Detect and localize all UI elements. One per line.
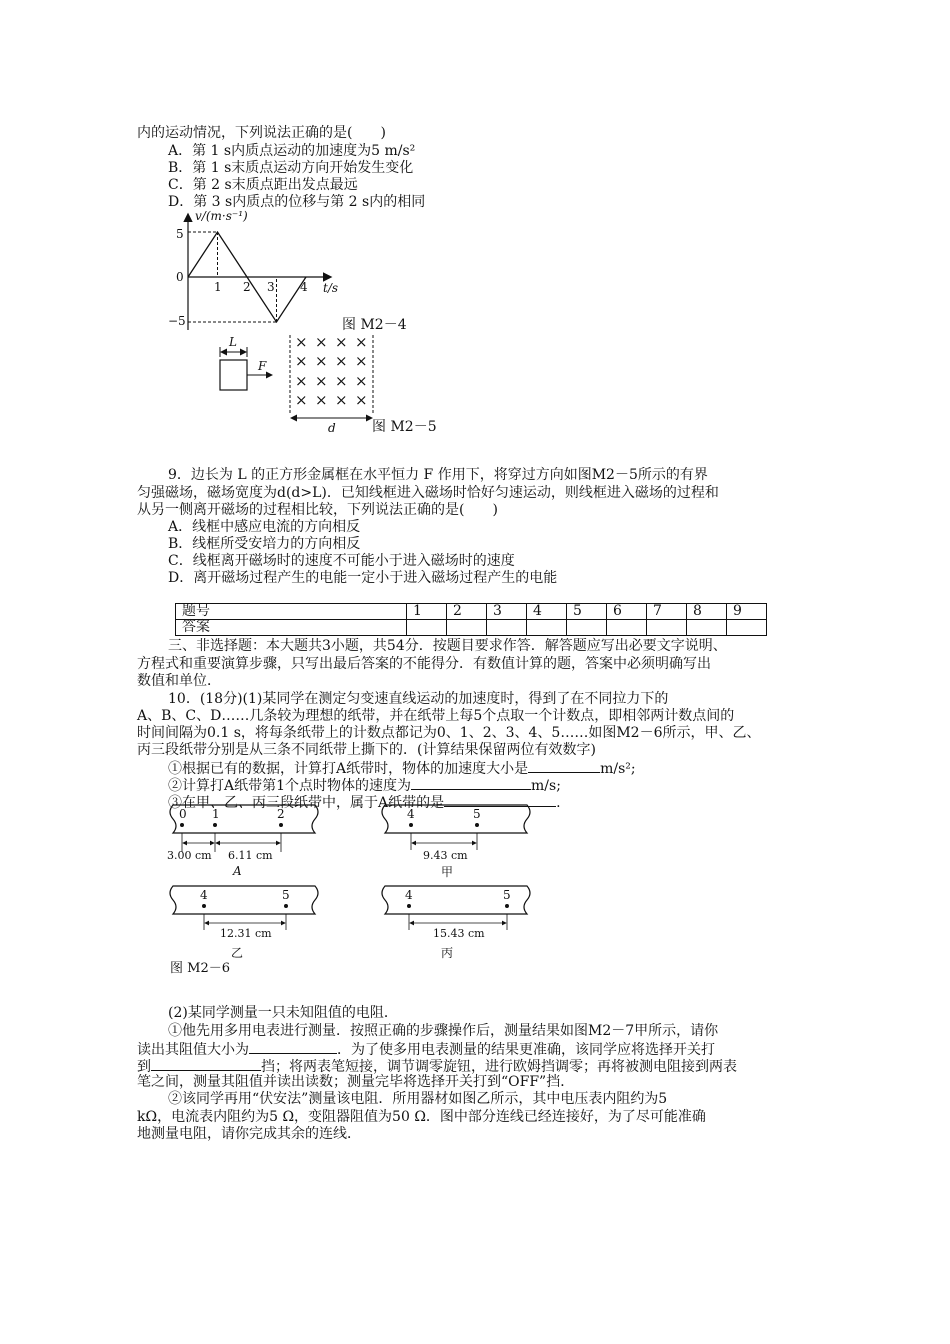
row-label-answer: 答案 [176, 620, 407, 636]
question-number-cell: 4 [527, 604, 567, 620]
tape-a-distance-2: 6.11 cm [228, 849, 273, 862]
label-l: L [229, 335, 237, 349]
q9-option-a: A．线框中感应电流的方向相反 [168, 519, 361, 535]
tape-yi [170, 886, 318, 960]
q9-stem-line2: 匀强磁场，磁场宽度为d(d>L)．已知线框进入磁场时恰好匀速运动，则线框进入磁场的过程和 [137, 485, 719, 501]
velocity-answer-blank[interactable] [411, 775, 531, 790]
q8-option-b: B．第 1 s末质点运动方向开始发生变化 [168, 160, 414, 176]
x-axis-label: t/s [323, 281, 339, 295]
row-label-question-number: 题号 [176, 604, 407, 620]
table-row [176, 604, 767, 620]
field-x-mark: × [335, 372, 348, 390]
question-number-cell: 6 [607, 604, 647, 620]
field-x-mark: × [355, 372, 368, 390]
q10-line2: A、B、C、D……几条较为理想的纸带，并在纸带上每5个点取一个计数点，即相邻两计数点间的 [137, 708, 735, 724]
answer-table [175, 603, 767, 636]
field-x-mark: × [295, 333, 308, 351]
q10-sub2-text: ②计算打A纸带第1个点时物体的速度为 [168, 778, 412, 794]
y-tick-5: 5 [176, 227, 184, 241]
tape-jia-point-4: 4 [407, 807, 415, 821]
q10-2-p2-line3: 地测量电阻，请你完成其余的连线． [137, 1126, 361, 1142]
section3-line1: 三、非选择题：本大题共3小题，共54分．按题目要求作答．解答题应写出必要文字说明、 [168, 638, 727, 654]
field-x-mark: × [335, 333, 348, 351]
paper-tapes-figure [165, 802, 545, 977]
answer-cell[interactable] [527, 620, 567, 636]
question-number-cell: 7 [647, 604, 687, 620]
field-x-mark: × [295, 372, 308, 390]
q9-stem-line3: 从另一侧离开磁场的过程相比较，下列说法正确的是( ) [137, 502, 498, 518]
field-x-marks [295, 333, 368, 409]
field-x-mark: × [355, 352, 368, 370]
tape-jia [382, 805, 530, 879]
q8-option-d: D．第 3 s内质点的位移与第 2 s内的相同 [168, 194, 426, 210]
q10-sub3-text: ③在甲、乙、丙三段纸带中，属于A纸带的是 [168, 795, 445, 811]
tape-a-point-1: 1 [212, 807, 220, 821]
q10-2-p1-line2a: 读出其阻值大小为 [137, 1042, 249, 1058]
answer-cell[interactable] [687, 620, 727, 636]
q9-stem-line1: 9．边长为 L 的正方形金属框在水平恒力 F 作用下，将穿过方向如图M2－5所示的有界 [168, 467, 708, 483]
answer-cell[interactable] [727, 620, 767, 636]
q10-sub1-text: ①根据已有的数据，计算打A纸带时，物体的加速度大小是 [168, 761, 529, 777]
tape-a-point-2: 2 [277, 807, 285, 821]
tape-bing-point-4: 4 [405, 888, 413, 902]
x-tick-1: 1 [214, 280, 222, 294]
y-tick-neg5: −5 [168, 314, 186, 328]
q10-line4: 丙三段纸带分别是从三条不同纸带上撕下的．(计算结果保留两位有效数字) [137, 742, 596, 758]
q10-sub1-unit: m/s²; [600, 761, 636, 777]
label-d: d [328, 421, 336, 435]
fig-m2-4-caption: 图 M2－4 [342, 317, 407, 333]
tape-jia-point-5: 5 [473, 807, 481, 821]
fig-m2-5-caption: 图 M2－5 [372, 419, 437, 435]
tape-jia-label: 甲 [441, 865, 454, 879]
label-f: F [258, 359, 267, 373]
x-tick-3: 3 [267, 280, 275, 294]
answer-cell[interactable] [647, 620, 687, 636]
answer-cell[interactable] [447, 620, 487, 636]
q10-2-intro: (2)某同学测量一只未知阻值的电阻． [168, 1005, 398, 1021]
resistance-answer-blank[interactable] [249, 1039, 337, 1054]
square-frame [220, 360, 247, 390]
section3-line3: 数值和单位． [137, 673, 221, 689]
q9-option-b: B．线框所受安培力的方向相反 [168, 536, 361, 552]
answer-cell[interactable] [487, 620, 527, 636]
tape-yi-point-4: 4 [200, 888, 208, 902]
tape-bing-label: 丙 [441, 946, 454, 960]
field-x-mark: × [355, 391, 368, 409]
q10-2-p1-line1: ①他先用多用电表进行测量．按照正确的步骤操作后，测量结果如图M2－7甲所示，请你 [168, 1023, 719, 1039]
field-x-mark: × [315, 352, 328, 370]
tape-a-point-0: 0 [179, 807, 187, 821]
q10-sub3-end: . [556, 795, 561, 811]
tape-a [167, 805, 318, 878]
fig-m2-6-caption: 图 M2－6 [170, 961, 230, 976]
x-tick-4: 4 [300, 280, 308, 294]
q10-2-p1-line4: 笔之间，测量其阻值并读出读数；测量完毕将选择开关打到“OFF”挡． [137, 1074, 575, 1090]
answer-cell[interactable] [607, 620, 647, 636]
tape-bing [382, 886, 530, 960]
q10-2-p1-line2b: ．为了使多用电表测量的结果更准确，该同学应将选择开关打 [337, 1042, 715, 1058]
q10-line3: 时间间隔为0.1 s，将每条纸带上的计数点都记为0、1、2、3、4、5……如图M2－6所示，甲、乙、 [137, 725, 761, 741]
question-number-cell: 1 [407, 604, 447, 620]
q8-stem: 内的运动情况，下列说法正确的是( ) [137, 125, 386, 141]
field-x-mark: × [315, 333, 328, 351]
answer-cell[interactable] [567, 620, 607, 636]
answer-cell[interactable] [407, 620, 447, 636]
section3-line2: 方程式和重要演算步骤，只写出最后答案的不能得分．有数值计算的题，答案中必须明确写出 [137, 656, 711, 672]
tape-a-label: A [233, 864, 242, 878]
q9-option-d: D．离开磁场过程产生的电能一定小于进入磁场过程产生的电能 [168, 570, 558, 586]
field-x-mark: × [335, 391, 348, 409]
field-x-mark: × [315, 391, 328, 409]
range-answer-blank[interactable] [151, 1056, 261, 1071]
y-tick-0: 0 [176, 270, 184, 284]
tape-yi-point-5: 5 [282, 888, 290, 902]
question-number-cell: 8 [687, 604, 727, 620]
tape-bing-distance: 15.43 cm [433, 927, 485, 940]
x-tick-2: 2 [243, 280, 251, 294]
acceleration-answer-blank[interactable] [528, 758, 600, 773]
tape-bing-point-5: 5 [503, 888, 511, 902]
q8-option-c: C．第 2 s末质点距出发点最远 [168, 177, 358, 193]
field-x-mark: × [335, 352, 348, 370]
magnetic-field-figure [210, 330, 390, 435]
q10-2-p2-line1: ②该同学再用“伏安法”测量该电阻．所用器材如图乙所示，其中电压表内阻约为5 [168, 1091, 668, 1107]
field-x-mark: × [295, 352, 308, 370]
field-x-mark: × [315, 372, 328, 390]
field-x-mark: × [355, 333, 368, 351]
question-number-cell: 9 [727, 604, 767, 620]
tape-jia-distance: 9.43 cm [423, 849, 468, 862]
q8-option-a: A．第 1 s内质点运动的加速度为5 m/s² [168, 143, 416, 159]
tape-a-distance-1: 3.00 cm [167, 849, 212, 862]
q10-2-p2-line2: kΩ，电流表内阻约为5 Ω，变阻器阻值为50 Ω．图中部分连线已经连接好，为了尽可能准确 [137, 1109, 706, 1125]
tape-yi-label: 乙 [231, 946, 244, 960]
q10-2-p1-line3b: 挡；将两表笔短接，调节调零旋钮，进行欧姆挡调零；再将被测电阻接到两表 [261, 1059, 737, 1075]
question-number-cell: 3 [487, 604, 527, 620]
q10-2-p1-line3a: 到 [137, 1059, 151, 1075]
field-x-mark: × [295, 391, 308, 409]
question-number-cell: 5 [567, 604, 607, 620]
y-axis-label: v/(m·s⁻¹) [195, 209, 248, 223]
table-row [176, 620, 767, 636]
q10-line1: 10．(18分)(1)某同学在测定匀变速直线运动的加速度时，得到了在不同拉力下的 [168, 691, 669, 707]
q10-sub2-unit: m/s; [531, 778, 561, 794]
q9-option-c: C．线框离开磁场时的速度不可能小于进入磁场时的速度 [168, 553, 515, 569]
tape-yi-distance: 12.31 cm [220, 927, 272, 940]
question-number-cell: 2 [447, 604, 487, 620]
